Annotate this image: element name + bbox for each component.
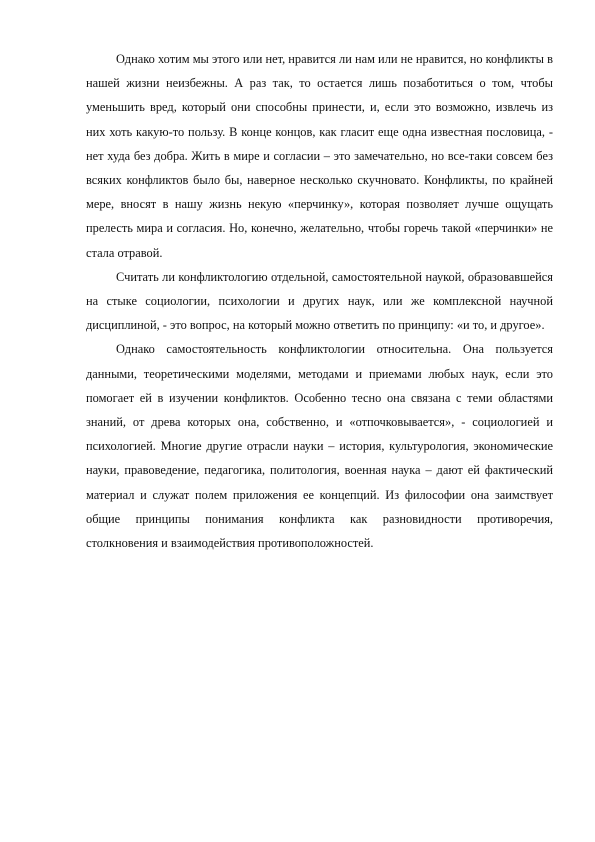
document-page xyxy=(86,47,553,555)
paragraph-conflicts-inevitable: Однако хотим мы этого или нет, нравится ли нам или не нравится, но конфликты в нашей жизни неизбежны. А раз так, то остается лишь позаботиться о том, чтобы уменьшить вред, который они способны принести, и, если это возможно, извлечь из них хоть какую-то пользу. В конце концов, как гласит еще одна известная пословица, - нет худа без добра. Жить в мире и согласии – это замечательно, но все-таки совсем без всяких конфликтов было бы, наверное несколько скучновато. Конфликты, по крайней мере, вносят в нашу жизнь некую «перчинку», которая позволяет лучше ощущать прелесть мира и согласия. Но, конечно, желательно, чтобы горечь такой «перчинки» не стала отравой. xyxy=(86,52,553,260)
paragraph-conflictology-independence: Однако самостоятельность конфликтологии относительна. Она пользуется данными, теоретическими моделями, методами и приемами любых наук, если это помогает ей в изучении конфликтов. Особенно тесно она связана с теми областями знаний, от древа которых она, собственно, и «отпочковывается», - социологией и психологией. Многие другие отрасли науки – история, культурология, экономические науки, правоведение, педагогика, политология, военная наука – дают ей фактический материал и служат полем приложения ее концепций. Из философии она заимствует общие принципы понимания конфликта как разновидности противоречия, столкновения и взаимодействия противоположностей. xyxy=(86,342,553,551)
paragraph-conflictology-science: Считать ли конфликтологию отдельной, самостоятельной наукой, образовавшейся на стыке социологии, психологии и других наук, или же комплексной научной дисциплиной, - это вопрос, на который можно ответить по принципу: «и то, и другое». xyxy=(86,269,553,333)
